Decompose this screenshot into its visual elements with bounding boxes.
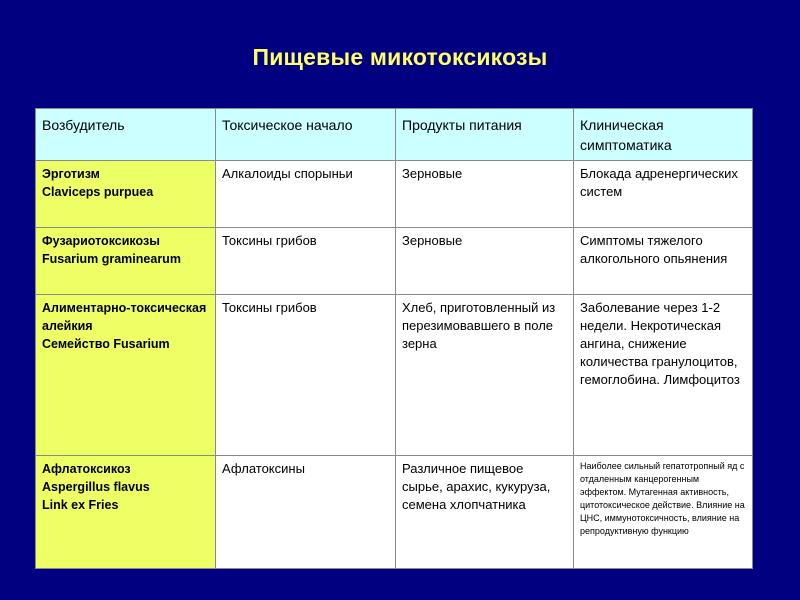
food-cell: Различное пищевое сырье, арахис, кукуруза, семена хлопчатника (396, 456, 574, 569)
food-cell: Зерновые (396, 228, 574, 295)
agent-name: Афлатоксикоз (42, 462, 131, 476)
agent-species: Aspergillus flavus (42, 480, 150, 494)
agent-species: Fusarium graminearum (42, 252, 181, 266)
toxin-cell: Токсины грибов (216, 228, 396, 295)
agent-cell (36, 228, 216, 295)
symptoms-cell: Заболевание через 1-2 недели. Некротическая ангина, снижение количества гранулоцитов, гемоглобина. Лимфоцитоз (574, 295, 753, 456)
food-cell: Зерновые (396, 161, 574, 228)
toxin-cell: Токсины грибов (216, 295, 396, 456)
symptoms-cell: Блокада адренергических систем (574, 161, 753, 228)
header-symptoms: Клиническая симптоматика (574, 109, 753, 161)
table-row (36, 456, 753, 569)
table-row (36, 161, 753, 228)
symptoms-cell: Наиболее сильный гепатотропный яд с отдаленным канцерогенным эффектом. Мутагенная активность, цитотоксическое действие. Влияние на ЦНС, иммунотоксичность, влияние на репродуктивную функцию (574, 456, 753, 569)
agent-name: Алиментарно-токсическая алейкия (42, 301, 207, 333)
symptoms-cell: Симптомы тяжелого алкогольного опьянения (574, 228, 753, 295)
header-toxin: Токсическое начало (216, 109, 396, 161)
food-cell: Хлеб, приготовленный из перезимовавшего в поле зерна (396, 295, 574, 456)
header-row (36, 109, 753, 161)
agent-species: Семейство Fusarium (42, 337, 170, 351)
agent-cell (36, 161, 216, 228)
table-row (36, 295, 753, 456)
agent-cell (36, 295, 216, 456)
agent-cell (36, 456, 216, 569)
toxin-cell: Афлатоксины (216, 456, 396, 569)
agent-name: Фузариотоксикозы (42, 234, 160, 248)
header-agent: Возбудитель (36, 109, 216, 161)
header-food: Продукты питания (396, 109, 574, 161)
toxin-cell: Алкалоиды спорыньи (216, 161, 396, 228)
slide-title: Пищевые микотоксикозы (252, 44, 548, 70)
agent-authority: Link ex Fries (42, 498, 119, 512)
mycotoxicoses-table (35, 108, 753, 569)
agent-species: Claviceps purpuea (42, 185, 154, 199)
agent-name: Эрготизм (42, 167, 100, 181)
table-row (36, 228, 753, 295)
